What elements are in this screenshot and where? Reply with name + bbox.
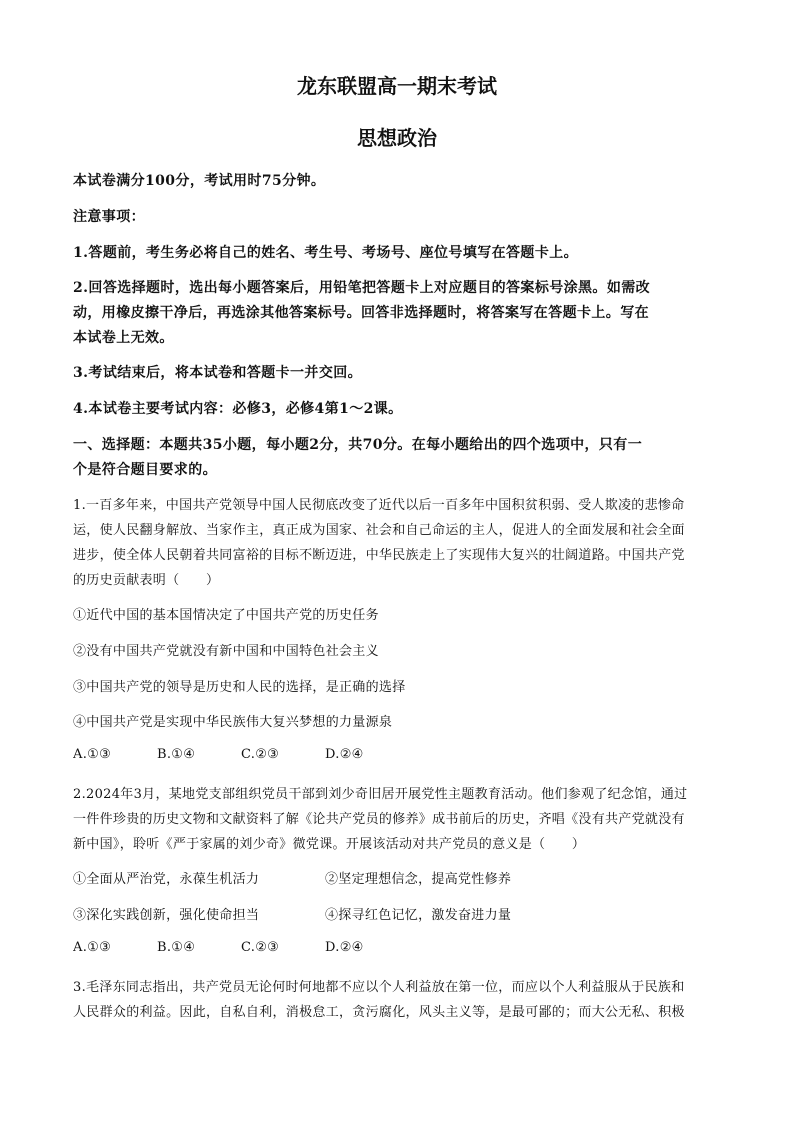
q2-statement-2: ②坚定理想信念，提高党性修养	[325, 872, 512, 887]
q2-option-c: C.②③	[241, 940, 280, 955]
notice-heading: 注意事项：	[73, 209, 145, 225]
section-heading-line-2: 个是符合题目要求的。	[73, 462, 217, 478]
notice-item-2-line-3: 本试卷上无效。	[73, 330, 174, 346]
q1-stem-line-4: 的历史贡献表明（ ）	[73, 573, 220, 588]
q1-stem-line-2: 运，使人民翻身解放、当家作主，真正成为国家、社会和自己命运的主人，促进人的全面发展和社会全面	[73, 523, 685, 538]
notice-item-1: 1.答题前，考生务必将自己的姓名、考生号、考场号、座位号填写在答题卡上。	[73, 245, 579, 261]
q2-stem-line-1: 2.2024年3月，某地党支部组织党员干部到刘少奇旧居开展党性主题教育活动。他们参观了纪念馆，通过	[73, 787, 688, 802]
q2-option-d: D.②④	[325, 940, 364, 955]
q1-option-c: C.②③	[241, 747, 280, 762]
q2-option-a: A.①③	[73, 940, 112, 955]
q1-statement-2: ②没有中国共产党就没有新中国和中国特色社会主义	[73, 644, 379, 659]
q2-stem-line-2: 一件件珍贵的历史文物和文献资料了解《论共产党员的修养》成书前后的历史，齐唱《没有共产党就没有	[73, 812, 685, 827]
q1-statement-1: ①近代中国的基本国情决定了中国共产党的历史任务	[73, 608, 379, 623]
notice-item-3: 3.考试结束后，将本试卷和答题卡一并交回。	[73, 365, 363, 381]
q1-option-a: A.①③	[73, 747, 112, 762]
q1-options	[73, 747, 725, 762]
q3-stem-line-2: 人民群众的利益。因此，自私自利，消极怠工，贪污腐化，风头主义等，是最可鄙的；而大公无私、积极	[73, 1005, 685, 1020]
q1-option-b: B.①④	[157, 747, 196, 762]
notice-item-2-line-2: 动，用橡皮擦干净后，再选涂其他答案标号。回答非选择题时，将答案写在答题卡上。写在	[73, 305, 649, 321]
section-heading-line-1: 一、选择题：本题共35小题，每小题2分，共70分。在每小题给出的四个选项中，只有一	[73, 437, 643, 453]
q2-statement-1: ①全面从严治党，永葆生机活力	[73, 872, 260, 887]
q2-option-b: B.①④	[157, 940, 196, 955]
q2-statements-row-2	[73, 904, 725, 923]
q2-statement-4: ④探寻红色记忆，激发奋进力量	[325, 908, 512, 923]
q2-stem-line-3: 新中国》，聆听《严于家属的刘少奇》微党课。开展该活动对共产党员的意义是（ ）	[73, 837, 586, 852]
q1-statement-3: ③中国共产党的领导是历史和人民的选择，是正确的选择	[73, 680, 406, 695]
q3-stem-line-1: 3.毛泽东同志指出，共产党员无论何时何地都不应以个人利益放在第一位，而应以个人利益服从于民族和	[73, 980, 685, 995]
q1-stem-line-3: 进步，使全体人民朝着共同富裕的目标不断迈进，中华民族走上了实现伟大复兴的壮阔道路。中国共产党	[73, 548, 685, 563]
notice-item-2-line-1: 2.回答选择题时，选出每小题答案后，用铅笔把答题卡上对应题目的答案标号涂黑。如需改	[73, 280, 651, 296]
exam-title: 龙东联盟高一期末考试	[297, 74, 497, 98]
q2-options	[73, 940, 725, 955]
q1-option-d: D.②④	[325, 747, 364, 762]
exam-subject: 思想政治	[357, 126, 437, 150]
q1-stem-line-1: 1.一百多年来，中国共产党领导中国人民彻底改变了近代以后一百多年中国积贫积弱、受人欺凌的悲惨命	[73, 498, 685, 513]
q2-statement-3: ③深化实践创新，强化使命担当	[73, 908, 260, 923]
notice-item-4: 4.本试卷主要考试内容：必修3，必修4第1～2课。	[73, 401, 403, 417]
q1-statement-4: ④中国共产党是实现中华民族伟大复兴梦想的力量源泉	[73, 715, 393, 730]
exam-info: 本试卷满分100分，考试用时75分钟。	[73, 173, 326, 189]
q2-statements-row-1	[73, 868, 725, 887]
